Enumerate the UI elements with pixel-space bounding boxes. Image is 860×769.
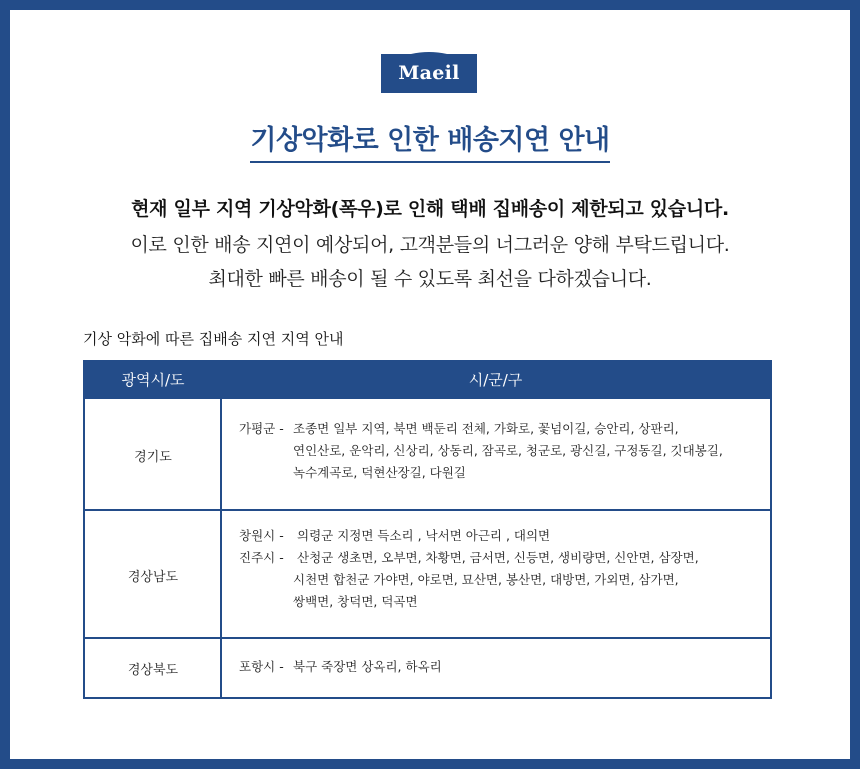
area-line: 연인산로, 운악리, 신상리, 상동리, 잠곡로, 청군로, 광신길, 구정동길, 깃대봉길, xyxy=(293,443,723,458)
region-gyeongnam: 경상남도 xyxy=(127,570,179,585)
city-label: 창원시 - xyxy=(239,528,284,543)
section-title: 기상 악화에 따른 집배송 지연 지역 안내 xyxy=(83,330,344,348)
region-gyeonggi: 경기도 xyxy=(134,450,172,465)
notice-line-3: 최대한 빠른 배송이 될 수 있도록 최선을 다하겠습니다. xyxy=(208,268,652,290)
table-header xyxy=(85,362,770,399)
area-line: 쌍백면, 창덕면, 덕곡면 xyxy=(293,594,418,609)
area-line: 조종면 일부 지역, 북면 백둔리 전체, 가화로, 꽃넘이길, 승안리, 상판리, xyxy=(293,421,679,436)
city-label: 진주시 - xyxy=(239,550,284,565)
area-line: 녹수계곡로, 덕현산장길, 다원길 xyxy=(293,465,466,480)
area-line: 의령군 지정면 득소리 , 낙서면 아근리 , 대의면 xyxy=(297,528,551,543)
city-label: 가평군 - xyxy=(239,421,284,436)
entry-jinju xyxy=(239,547,764,613)
entry-gapyeong xyxy=(239,418,764,484)
logo-text: Maeil xyxy=(398,62,460,84)
notice-line-2: 이로 인한 배송 지연이 예상되어, 고객분들의 너그러운 양해 부탁드립니다. xyxy=(130,234,730,256)
entry-changwon xyxy=(239,525,764,547)
notice-line-1: 현재 일부 지역 기상악화(폭우)로 인해 택배 집배송이 제한되고 있습니다. xyxy=(131,198,729,220)
row-divider xyxy=(85,637,770,639)
page-title-text: 기상악화로 인한 배송지연 안내 xyxy=(250,118,609,163)
region-gyeongbuk: 경상북도 xyxy=(127,663,179,678)
header-city: 시/군/구 xyxy=(468,371,523,389)
entry-pohang xyxy=(239,656,764,678)
area-line: 시천면 합천군 가야면, 야로면, 묘산면, 봉산면, 대방면, 가외면, 삼가면, xyxy=(293,572,679,587)
delay-region-table xyxy=(83,360,772,699)
area-line: 북구 죽장면 상옥리, 하옥리 xyxy=(293,659,442,674)
city-label: 포항시 - xyxy=(239,659,284,674)
area-line: 산청군 생초면, 오부면, 차황면, 금서면, 신등면, 생비량면, 신안면, 삼장면, xyxy=(297,550,699,565)
maeil-logo xyxy=(381,50,477,93)
column-divider xyxy=(220,399,222,699)
page-title xyxy=(0,118,860,163)
header-province: 광역시/도 xyxy=(121,371,185,389)
row-divider xyxy=(85,509,770,511)
